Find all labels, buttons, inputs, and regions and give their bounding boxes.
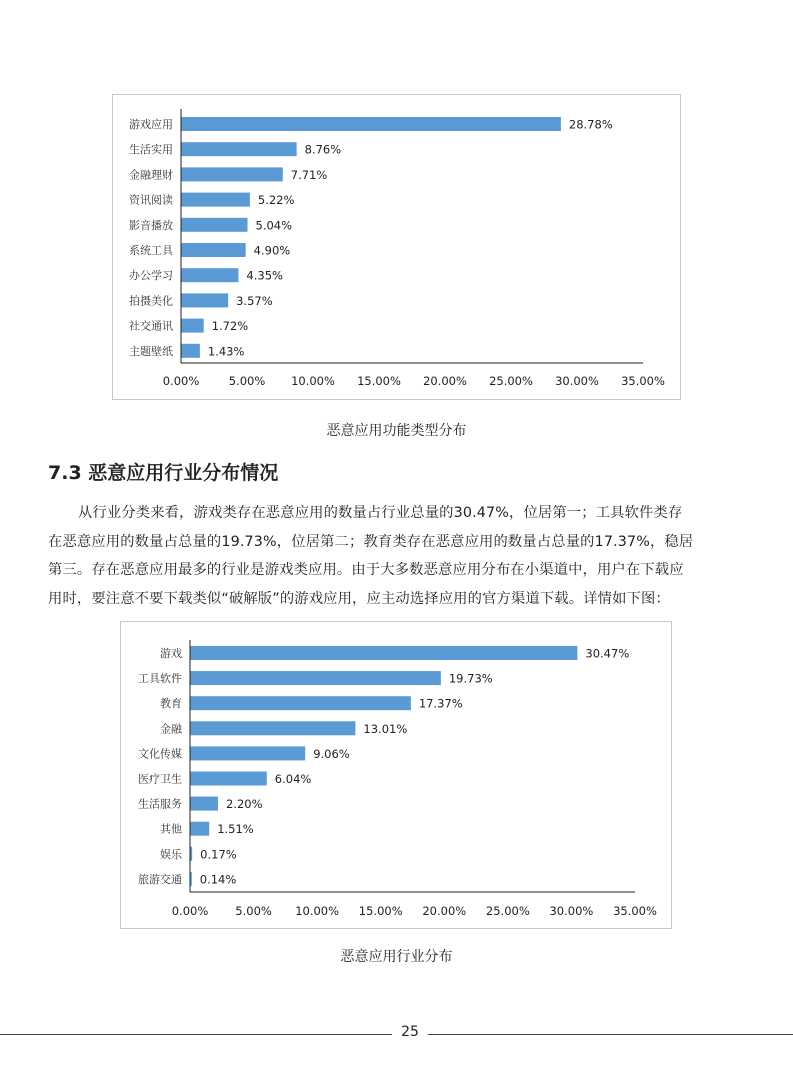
bar [181,218,248,232]
category-label: 影音播放 [129,218,173,232]
x-tick-label: 15.00% [358,904,403,918]
bar [190,696,411,710]
data-label: 5.22% [257,193,295,208]
bar [181,293,228,307]
footer-rule-right [428,1034,793,1035]
data-label: 1.43% [207,344,245,359]
category-label: 金融 [160,722,182,736]
x-tick-label: 35.00% [613,904,657,918]
category-label: 办公学习 [129,269,173,283]
x-tick-label: 15.00% [357,374,401,388]
x-tick-label: 20.00% [423,374,467,388]
data-label: 1.72% [211,319,249,334]
x-tick-label: 10.00% [291,374,335,388]
x-tick-label: 25.00% [485,904,530,918]
category-label: 游戏应用 [129,118,173,131]
data-label: 30.47% [585,646,630,661]
category-label: 医疗卫生 [138,772,182,786]
category-label: 系统工具 [129,244,173,257]
bar [181,319,204,333]
bar [181,268,238,282]
data-label: 5.04% [255,218,293,233]
category-label: 金融理财 [129,168,173,182]
category-label: 游戏 [160,647,182,660]
bar [181,117,561,131]
x-tick-label: 35.00% [621,374,665,388]
bar [190,721,355,735]
x-tick-label: 5.00% [228,374,266,388]
data-label: 0.14% [199,872,237,887]
bar [190,646,577,660]
x-tick-label: 0.00% [162,374,200,388]
paragraph-line: 从行业分类来看，游戏类存在恶意应用的数量占行业总量的30.47%，位居第一；工具软件类存 [78,505,683,521]
bar [181,142,297,156]
chart-function-type-caption: 恶意应用功能类型分布 [326,423,467,439]
bar [190,671,441,685]
data-label: 6.04% [274,772,312,786]
chart-function-type [112,94,681,400]
data-label: 4.90% [253,243,291,258]
category-label: 资讯阅读 [129,193,173,207]
category-label: 生活实用 [129,143,173,157]
x-tick-label: 10.00% [295,904,340,918]
category-label: 教育 [160,697,182,711]
chart-industry [120,621,672,929]
data-label: 1.51% [217,822,254,837]
chart-function-type-svg [113,95,680,399]
section-title: 7.3 恶意应用行业分布情况 [48,462,279,484]
data-label: 8.76% [304,142,342,157]
x-tick-label: 30.00% [549,904,594,918]
bar [181,243,246,257]
category-label: 工具软件 [138,672,182,686]
chart-industry-caption: 恶意应用行业分布 [340,949,453,965]
data-label: 3.57% [236,293,273,308]
x-tick-label: 5.00% [235,904,272,918]
x-tick-label: 20.00% [422,904,467,918]
page-number: 25 [401,1024,419,1040]
footer-rule-left [0,1034,392,1035]
category-label: 旅游交通 [138,872,182,886]
data-label: 4.35% [246,268,283,283]
paragraph-line: 第三。存在恶意应用最多的行业是游戏类应用。由于大多数恶意应用分布在小渠道中，用户在下载应 [48,562,684,578]
bar [181,167,283,181]
bar [190,746,305,760]
data-label: 2.20% [225,797,263,812]
x-tick-label: 30.00% [555,374,599,388]
category-label: 其他 [160,822,182,836]
bar [190,797,218,811]
category-label: 文化传媒 [138,747,182,761]
x-tick-label: 0.00% [171,904,209,918]
category-label: 社交通讯 [129,319,173,333]
bar [181,344,200,358]
x-tick-label: 25.00% [489,374,533,388]
paragraph-line: 在恶意应用的数量占总量的19.73%，位居第二；教育类存在恶意应用的数量占总量的17.37%，稳居 [48,533,694,550]
category-label: 娱乐 [160,847,182,861]
chart-industry-svg [121,622,671,928]
data-label: 17.37% [418,696,463,711]
data-label: 13.01% [363,721,408,736]
bar [190,822,209,836]
data-label: 9.06% [313,746,350,761]
category-label: 拍摄美化 [129,294,173,308]
category-label: 主题壁纸 [129,344,173,358]
data-label: 19.73% [448,671,493,686]
bar [181,193,250,207]
bar [190,772,267,786]
data-label: 0.17% [200,847,237,862]
category-label: 生活服务 [138,797,182,811]
data-label: 7.71% [290,167,328,182]
paragraph-line: 用时，要注意不要下载类似“破解版”的游戏应用，应主动选择应用的官方渠道下载。详情如下图： [48,590,670,607]
body-paragraph [48,499,748,613]
data-label: 28.78% [568,117,613,132]
